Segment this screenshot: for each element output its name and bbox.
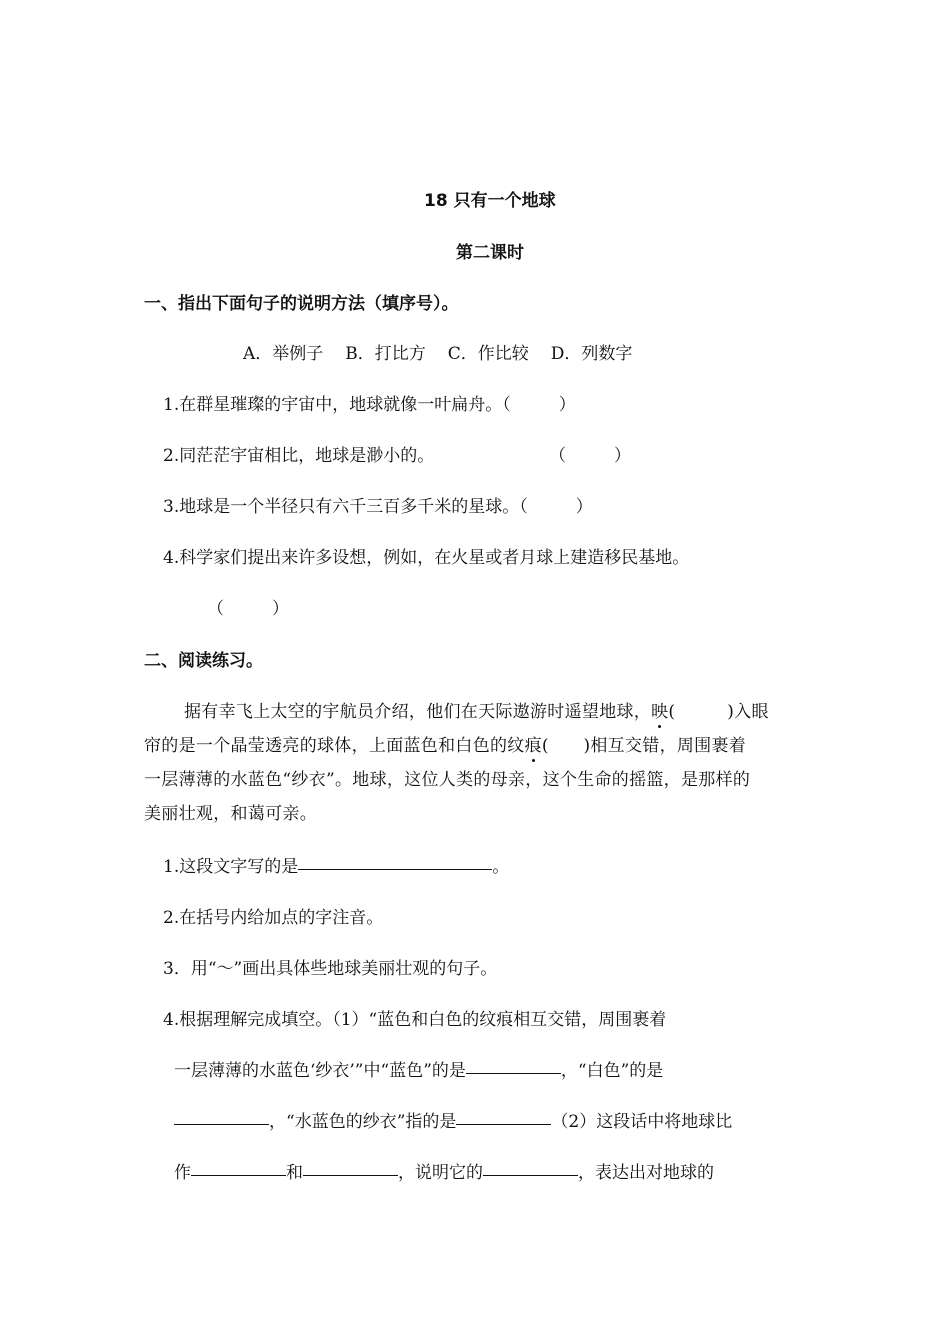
passage-text: ( )相互交错，周围裹着 <box>541 736 747 756</box>
passage-text: 据有幸飞上太空的宇航员介绍，他们在天际遨游时遥望地球， <box>184 702 652 722</box>
passage-line-1 <box>184 697 769 722</box>
s1-q4-answer <box>207 594 289 619</box>
s2-q1-text: 1.这段文字写的是 <box>163 857 299 877</box>
answer-blank[interactable] <box>174 1123 269 1125</box>
passage-line-4: 美丽壮观，和蔼可亲。 <box>144 804 317 824</box>
lesson-subtitle: 第二课时 <box>456 243 524 263</box>
s1-question-2 <box>163 441 434 466</box>
option-c: C．作比较 <box>447 344 529 364</box>
answer-blank[interactable] <box>298 868 492 870</box>
s2-q4-line-2 <box>174 1056 663 1081</box>
s2-q4-text: ，“水蓝色的纱衣”指的是 <box>269 1112 457 1132</box>
s2-q4-text: 一层薄薄的水蓝色‘纱衣’”中“蓝色”的是 <box>174 1061 466 1081</box>
dotted-char: 映 <box>651 697 668 722</box>
s2-q4-line-4 <box>174 1158 714 1183</box>
passage-line-3: 一层薄薄的水蓝色“纱衣”。地球，这位人类的母亲，这个生命的摇篮，是那样的 <box>144 770 751 790</box>
open-paren: （ <box>549 446 566 466</box>
dotted-char: 痕 <box>525 731 542 756</box>
s2-q4-text: 和 <box>286 1163 303 1183</box>
close-paren: ） <box>575 497 593 517</box>
s2-q4-text: ，表达出对地球的 <box>578 1163 714 1183</box>
close-paren: ） <box>614 446 631 466</box>
close-paren: ） <box>272 599 289 619</box>
period: 。 <box>492 857 510 877</box>
answer-blank[interactable] <box>483 1174 578 1176</box>
option-list <box>243 339 632 364</box>
s1-q4-text: 4.科学家们提出来许多设想，例如，在火星或者月球上建造移民基地。 <box>163 548 690 568</box>
s2-question-3: 3．用“～”画出具体些地球美丽壮观的句子。 <box>163 959 498 979</box>
answer-blank[interactable] <box>191 1174 286 1176</box>
passage-text: ( )入眼 <box>668 702 769 722</box>
s1-q2-answer <box>549 441 631 466</box>
s1-q3-text: 3.地球是一个半径只有六千三百多千米的星球。（ <box>163 497 528 517</box>
s2-q4-text: 作 <box>174 1163 191 1183</box>
passage-line-2 <box>144 731 746 756</box>
s2-question-4: 4.根据理解完成填空。（1）“蓝色和白色的纹痕相互交错，周围裹着 <box>163 1010 667 1030</box>
s2-question-1 <box>163 852 509 877</box>
s2-q4-text: ，“白色”的是 <box>560 1061 664 1081</box>
close-paren: ） <box>558 395 576 415</box>
option-b: B．打比方 <box>345 344 426 364</box>
s1-question-4 <box>163 543 689 568</box>
lesson-title: 18 只有一个地球 <box>424 191 556 211</box>
option-a: A．举例子 <box>243 344 324 364</box>
s2-q4-text: （2）这段话中将地球比 <box>551 1112 733 1132</box>
answer-blank[interactable] <box>456 1123 551 1125</box>
answer-blank[interactable] <box>466 1072 561 1074</box>
s1-q1-text: 1.在群星璀璨的宇宙中，地球就像一叶扁舟。（ <box>163 395 511 415</box>
s1-question-1 <box>163 390 576 415</box>
option-d: D．列数字 <box>550 344 633 364</box>
s2-q4-line-3 <box>174 1107 732 1132</box>
section1-heading: 一、指出下面句子的说明方法（填序号）。 <box>144 294 459 314</box>
section2-heading: 二、阅读练习。 <box>144 651 263 671</box>
open-paren: （ <box>207 599 224 619</box>
s2-q4-text: ，说明它的 <box>398 1163 483 1183</box>
s1-question-3 <box>163 492 593 517</box>
s1-q2-text: 2.同茫茫宇宙相比，地球是渺小的。 <box>163 446 435 466</box>
answer-blank[interactable] <box>303 1174 398 1176</box>
passage-text: 帘的是一个晶莹透亮的球体，上面蓝色和白色的纹 <box>144 736 525 756</box>
s2-question-2: 2.在括号内给加点的字注音。 <box>163 908 384 928</box>
